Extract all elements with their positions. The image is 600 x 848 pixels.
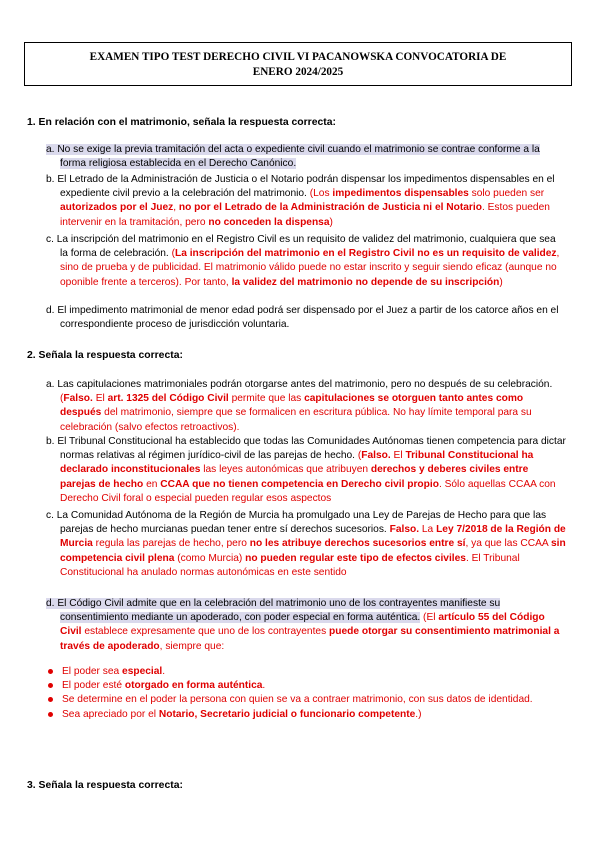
question-3-title: 3. Señala la respuesta correcta: bbox=[27, 780, 183, 791]
q2-option-a-text: a. Las capitulaciones matrimoniales podrán otorgarse antes del matrimonio, pero no después de su celebración. bbox=[46, 379, 553, 390]
q1-c-comment-bold: La inscripción del matrimonio en el Registro Civil no es un requisito de validez bbox=[174, 248, 557, 260]
q1-b-comment-bold: autorizados por el Juez bbox=[60, 202, 174, 214]
q2-option-c-text: c. La Comunidad Autónoma de la Región de Murcia ha promulgado una Ley de Parejas de Hecho para que las parejas de hecho murcianas puedan tener entre sí derechos sucesorios. bbox=[46, 510, 547, 536]
q2-c-comment-bold: no les atribuye derechos sucesorios entre sí bbox=[249, 538, 466, 550]
q2-d-comment-bold: puede otorgar su consentimiento matrimonial a través de apoderado bbox=[60, 626, 560, 652]
q2-c-comment-bold: Falso. bbox=[389, 524, 420, 536]
question-1-title: 1. En relación con el matrimonio, señala la respuesta correcta: bbox=[27, 117, 336, 128]
q2-c-comment: , ya que las CCAA bbox=[465, 538, 551, 550]
question-2-title: 2. Señala la respuesta correcta: bbox=[27, 350, 183, 361]
q1-option-d bbox=[46, 304, 566, 332]
bullet-text-bold: Notario, Secretario judicial o funcionario competente bbox=[158, 708, 416, 720]
q1-option-c bbox=[46, 233, 566, 290]
q2-a-comment: ( bbox=[60, 393, 64, 405]
q1-c-comment: ( bbox=[168, 248, 175, 260]
q1-b-comment-bold: no conceden la dispensa bbox=[208, 216, 330, 228]
q2-c-comment-bold: sin competencia civil plena bbox=[60, 538, 566, 564]
q2-option-d-text: d. El Código Civil admite que en la celebración del matrimonio uno de los contrayentes manifieste su consentimiento mediante un apoderado, con poder especial en forma auténtica. bbox=[46, 598, 501, 624]
q1-c-comment-bold: la validez del matrimonio no depende de su inscripción bbox=[231, 276, 500, 288]
q1-c-comment: , sino de prueba y de publicidad. El matrimonio válido puede no estar inscrito y seguir siendo eficaz (aunque no oponible frente a terceros). Por tanto, bbox=[60, 248, 560, 288]
q2-c-comment-bold: no pueden regular este tipo de efectos civiles bbox=[245, 552, 466, 564]
q2-c-comment: regula las parejas de hecho, pero bbox=[92, 538, 250, 550]
q2-option-b-text: b. El Tribunal Constitucional ha establecido que todas las Comunidades Autónomas tienen competencia para dictar normas relativas al régimen jurídico-civil de las parejas de hecho. bbox=[46, 436, 566, 462]
q2-option-c bbox=[46, 509, 566, 580]
bullet-dot-icon bbox=[48, 712, 53, 717]
bullet-dot-icon bbox=[48, 683, 53, 688]
q2-d-comment: El bbox=[426, 612, 439, 624]
bullet-text: Sea apreciado por el bbox=[62, 708, 159, 720]
q2-b-comment-bold: derechos y deberes civiles entre parejas de hecho bbox=[60, 464, 529, 490]
q1-option-a-text: a. No se exige la previa tramitación del acta o expediente civil cuando el matrimonio se contrae conforme a la forma religiosa establecida en el Derecho Canónico. bbox=[46, 144, 540, 170]
q2-c-comment: (como Murcia) bbox=[174, 552, 246, 564]
bullet-text: . bbox=[162, 666, 166, 677]
q2-b-comment: . Sólo aquellas CCAA con Derecho Civil foral o especial pueden regular esos aspectos bbox=[60, 478, 556, 504]
q2-option-a bbox=[46, 378, 566, 435]
bullet-dot-icon bbox=[48, 669, 53, 674]
q2-a-comment: del matrimonio, siempre que se formalicen en escritura pública. No hay límite temporal para su celebración (salvo efectos retroactivos). bbox=[60, 407, 532, 433]
bullet-dot-icon bbox=[48, 697, 53, 702]
q1-b-comment: (Los bbox=[306, 188, 333, 200]
q1-b-comment: . Estos pueden intervenir en la tramitación, pero bbox=[60, 202, 550, 228]
q2-b-comment: El bbox=[390, 450, 406, 462]
title-line-1: EXAMEN TIPO TEST DERECHO CIVIL VI PACANOWSKA CONVOCATORIA DE bbox=[89, 51, 507, 63]
q2-d-comment: ( bbox=[420, 612, 427, 624]
q1-b-comment-bold: impedimentos dispensables bbox=[332, 188, 469, 200]
q1-b-comment: solo pueden ser bbox=[468, 188, 545, 200]
q2-c-comment-bold: Ley 7/2018 de la Región de Murcia bbox=[60, 524, 566, 550]
q2-d-requirements-list bbox=[46, 665, 566, 722]
list-item bbox=[46, 708, 566, 722]
q1-option-d-text: d. El impedimento matrimonial de menor edad podrá ser dispensado por el Juez a partir de los catorce años en el correspondiente proceso de jurisdicción voluntaria. bbox=[46, 305, 559, 331]
list-item bbox=[46, 679, 566, 693]
q2-b-comment-bold: Tribunal Constitucional ha declarado inconstitucionales bbox=[60, 450, 534, 476]
q2-a-comment-bold: capitulaciones se otorguen tanto antes como después bbox=[60, 393, 524, 419]
title-line-2: ENERO 2024/2025 bbox=[252, 66, 344, 78]
q1-option-a bbox=[46, 143, 566, 171]
bullet-text: El poder sea bbox=[62, 666, 123, 677]
q2-a-comment-bold: art. 1325 del Código Civil bbox=[107, 393, 229, 405]
q1-option-b bbox=[46, 173, 566, 230]
bullet-text-bold: especial bbox=[122, 666, 163, 677]
q2-c-comment: . El Tribunal Constitucional ha anulado normas autonómicas en este sentido bbox=[60, 552, 520, 578]
q2-b-comment: las leyes autonómicas que atribuyen bbox=[200, 464, 371, 476]
q1-option-c-text: c. La inscripción del matrimonio en el Registro Civil es un requisito de validez del matrimonio, cualquiera que sea la forma de celebración. bbox=[46, 234, 556, 260]
q2-b-comment-bold: Falso. bbox=[361, 450, 391, 462]
q2-d-comment: establece expresamente que uno de los contrayentes bbox=[81, 626, 330, 638]
q1-option-b-text: b. El Letrado de la Administración de Justicia o el Notario podrán dispensar los impedimentos dispensables en el expediente civil previo a la celebración del matrimonio. bbox=[46, 174, 555, 200]
q2-b-comment: ( bbox=[355, 450, 362, 462]
q2-b-comment-bold: CCAA que no tienen competencia en Derecho civil propio bbox=[160, 478, 439, 490]
list-item bbox=[46, 693, 566, 707]
q2-a-comment-bold: Falso. bbox=[63, 393, 93, 405]
q2-c-comment: La bbox=[419, 524, 437, 536]
q1-b-comment-bold: no por el Letrado de la Administración de Justicia ni el Notario bbox=[178, 202, 482, 214]
q1-b-comment: , bbox=[173, 202, 179, 214]
q2-a-comment: permite que las bbox=[228, 393, 305, 405]
q2-option-d bbox=[46, 597, 566, 654]
bullet-text-bold: otorgado en forma auténtica bbox=[124, 680, 263, 692]
list-item bbox=[46, 665, 566, 679]
q2-a-comment: El bbox=[92, 393, 108, 405]
q1-b-comment: ) bbox=[329, 216, 333, 228]
q1-c-comment: ) bbox=[499, 276, 503, 288]
bullet-text: Se determine en el poder la persona con quien se va a contraer matrimonio, con sus datos de identidad. bbox=[62, 694, 533, 706]
bullet-text: . bbox=[262, 680, 266, 692]
document-title bbox=[24, 42, 572, 86]
bullet-text: El poder esté bbox=[62, 680, 125, 692]
q2-b-comment: en bbox=[143, 478, 161, 490]
bullet-text: .) bbox=[415, 708, 422, 720]
q2-d-comment-bold: artículo 55 del Código Civil bbox=[60, 612, 545, 638]
q2-d-comment: , siempre que: bbox=[159, 640, 225, 652]
q2-option-b bbox=[46, 435, 566, 506]
